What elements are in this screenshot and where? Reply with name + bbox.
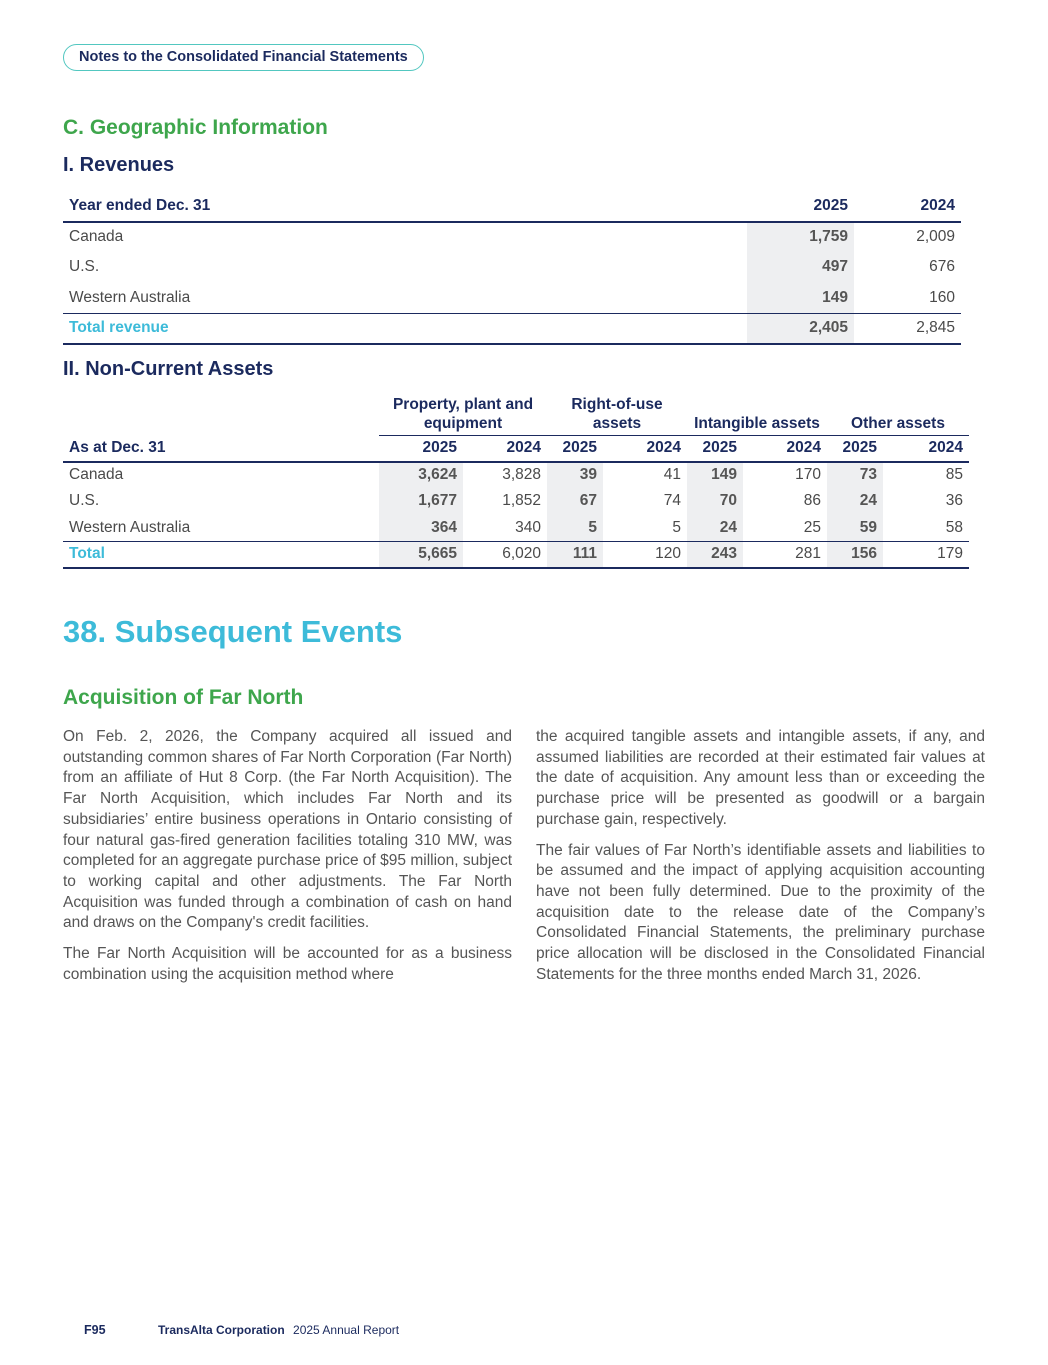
revenues-title: I. Revenues: [63, 154, 175, 176]
cell-value: 74: [663, 492, 681, 510]
subsequent-events-title: 38. Subsequent Events: [63, 614, 403, 649]
body-column-right: [536, 727, 985, 995]
cell-value: 1,677: [379, 488, 463, 515]
footer-company: TransAlta Corporation: [158, 1323, 285, 1337]
value-2024: 2,009: [916, 228, 955, 246]
nca-label-header: As at Dec. 31: [63, 435, 379, 462]
value-2024: 160: [929, 288, 955, 306]
table-row: [63, 462, 969, 489]
cell-value: 41: [663, 466, 681, 484]
year-header: 2025: [827, 435, 883, 462]
cell-value: 149: [687, 462, 743, 489]
total-value: 120: [603, 541, 687, 568]
year-header: 2024: [743, 435, 827, 462]
row-label: Western Australia: [69, 518, 191, 536]
group-header-intangible: Intangible assets: [687, 393, 827, 435]
table-row: [63, 515, 969, 542]
group-header-other: Other assets: [827, 393, 969, 435]
total-value: 6,020: [463, 541, 547, 568]
revenues-label-header: Year ended Dec. 31: [63, 191, 747, 222]
cell-value: 70: [687, 488, 743, 515]
row-label: Canada: [69, 466, 124, 484]
acquisition-subtitle: Acquisition of Far North: [63, 686, 304, 709]
row-label: U.S.: [69, 258, 100, 276]
table-row: [63, 283, 961, 314]
cell-value: 24: [827, 488, 883, 515]
value-2025: 497: [747, 252, 854, 283]
group-header-rou: Right-of-use assets: [547, 393, 687, 435]
non-current-assets-title: II. Non-Current Assets: [63, 358, 274, 380]
empty-header: [63, 393, 379, 435]
paragraph: The fair values of Far North’s identifiable assets and liabilities to be assumed and the impact of applying acquisition accounting have not been fully determined. Due to the proximity of the acquisition date to the release date of the Company’s Consolidated Financial Statements, the preliminary purchase price allocation will be disclosed in the Consolidated Financial Statements for the three months ended March 31, 2026.: [536, 841, 985, 983]
paragraph: The Far North Acquisition will be accounted for as a business combination using the acquisition method where: [63, 945, 512, 983]
revenues-year-header: 2025: [747, 191, 854, 222]
table-row: [63, 222, 961, 253]
year-header: 2025: [687, 435, 743, 462]
year-header: 2025: [547, 435, 603, 462]
nca-year-row: [63, 435, 969, 462]
group-header-row: [63, 393, 969, 435]
cell-value: 67: [547, 488, 603, 515]
total-row: [63, 541, 969, 568]
total-2024: 2,845: [854, 313, 961, 344]
cell-value: 85: [945, 466, 963, 484]
revenues-header-row: [63, 191, 961, 222]
row-label: Western Australia: [69, 288, 191, 306]
cell-value: 36: [945, 492, 963, 510]
year-header: 2025: [379, 435, 463, 462]
cell-value: 170: [795, 466, 821, 484]
page-number: F95: [84, 1323, 106, 1337]
body-column-left: [63, 727, 512, 995]
footer-report-title: 2025 Annual Report: [293, 1323, 400, 1337]
paragraph: On Feb. 2, 2026, the Company acquired all issued and outstanding common shares of Far North Corporation (Far North) from an affiliate of Hut 8 Corp. (the Far North Acquisition). The Far North Acquisition, which includes Far North and its subsidiaries’ entire business operations in Ontario consisting of four natural gas-fired generation facilities totaling 310 MW, was completed for an aggregate purchase price of $95 million, subject to working capital and other adjustments. The Far North Acquisition was funded through a combination of cash on hand and draws on the Company's credit facilities.: [63, 728, 512, 932]
row-label: Canada: [69, 228, 124, 246]
row-label: U.S.: [69, 492, 100, 510]
value-2025: 149: [747, 283, 854, 314]
total-label: Total revenue: [63, 313, 747, 344]
year-header: 2024: [463, 435, 547, 462]
cell-value: 340: [515, 518, 541, 536]
cell-value: 5: [672, 518, 681, 536]
total-value: 5,665: [379, 541, 463, 568]
total-row: [63, 313, 961, 344]
total-value: 111: [547, 541, 603, 568]
group-header-ppe: Property, plant and equipment: [379, 393, 547, 435]
section-pill: Notes to the Consolidated Financial Statements: [63, 44, 424, 71]
cell-value: 39: [547, 462, 603, 489]
year-header: 2024: [603, 435, 687, 462]
cell-value: 25: [803, 518, 821, 536]
geo-section-title: C. Geographic Information: [63, 116, 328, 139]
revenues-year-header: 2024: [854, 191, 961, 222]
cell-value: 73: [827, 462, 883, 489]
cell-value: 59: [827, 515, 883, 542]
total-value: 156: [827, 541, 883, 568]
total-2025: 2,405: [747, 313, 854, 344]
cell-value: 1,852: [502, 492, 541, 510]
cell-value: 3,624: [379, 462, 463, 489]
cell-value: 86: [803, 492, 821, 510]
table-row: [63, 252, 961, 283]
total-value: 243: [687, 541, 743, 568]
cell-value: 58: [945, 518, 963, 536]
non-current-assets-table: [63, 393, 969, 569]
cell-value: 24: [687, 515, 743, 542]
value-2024: 676: [929, 258, 955, 276]
year-header: 2024: [883, 435, 969, 462]
paragraph: the acquired tangible assets and intangible assets, if any, and assumed liabilities are recorded at their estimated fair values at the date of acquisition. Any amount less than or exceeding the purchase price will be presented as goodwill or a bargain purchase gain, respectively.: [536, 728, 985, 828]
cell-value: 3,828: [502, 466, 541, 484]
value-2025: 1,759: [747, 222, 854, 253]
table-row: [63, 488, 969, 515]
total-value: 179: [883, 541, 969, 568]
footer-report: [158, 1323, 399, 1337]
cell-value: 5: [547, 515, 603, 542]
total-label: Total: [63, 541, 379, 568]
cell-value: 364: [379, 515, 463, 542]
revenues-table: [63, 191, 961, 345]
total-value: 281: [743, 541, 827, 568]
